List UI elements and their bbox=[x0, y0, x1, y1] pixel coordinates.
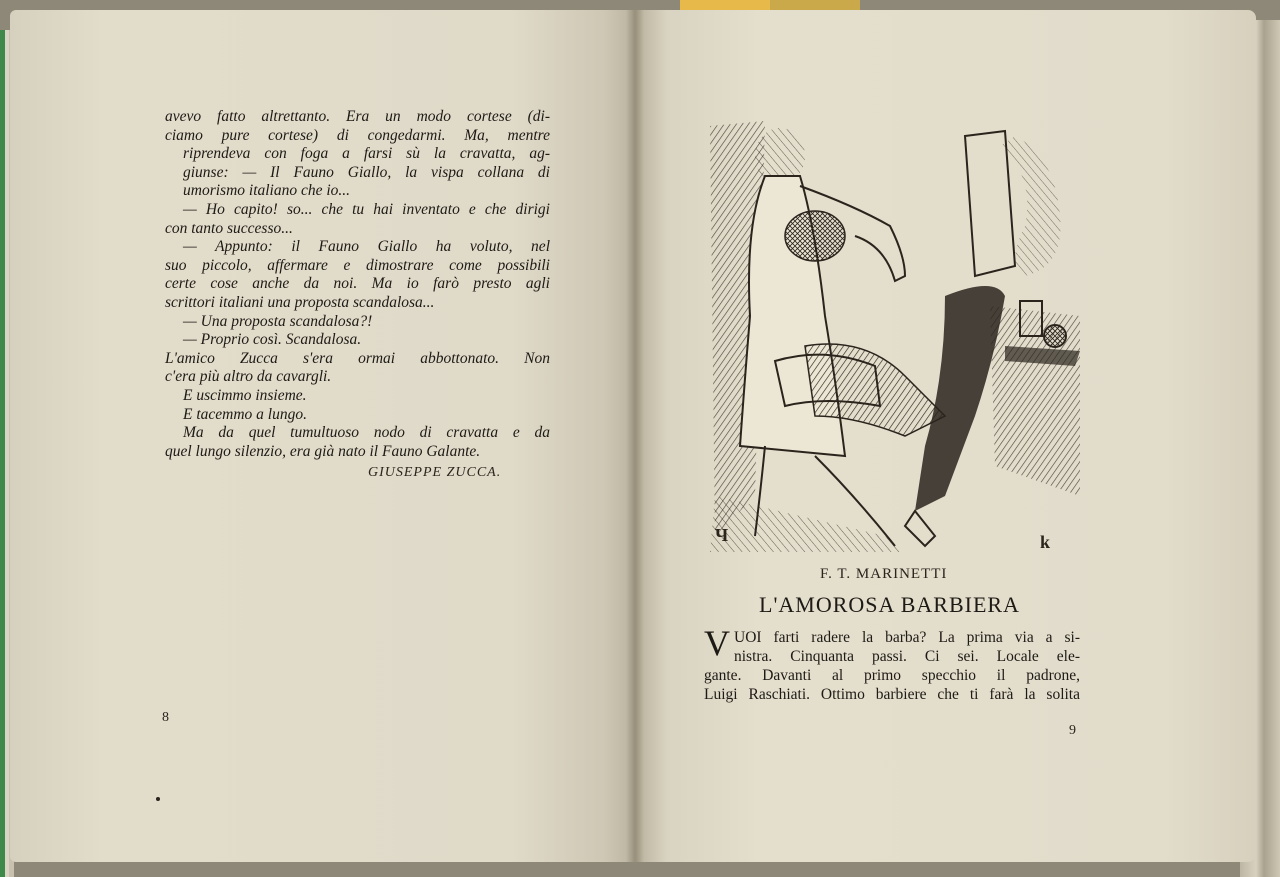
book-gutter bbox=[626, 10, 644, 862]
right-page-text bbox=[704, 623, 1080, 704]
chapter-author: F. T. MARINETTI bbox=[820, 566, 948, 582]
text-line: gante. Davanti al primo specchio il padrone, bbox=[704, 667, 1080, 684]
svg-text:k: k bbox=[1040, 532, 1051, 552]
text-line: avevo fatto altrettanto. Era un modo cortese (di- bbox=[165, 108, 550, 125]
text-line-rest: farti radere la barba? La prima via a si- bbox=[761, 629, 1080, 646]
text-line: E uscimmo insieme. bbox=[183, 386, 307, 404]
svg-text:Ч: Ч bbox=[715, 525, 729, 545]
text-line: c'era più altro da cavargli. bbox=[165, 368, 332, 386]
bookmark-ribbon-shadow bbox=[770, 0, 860, 10]
text-line: giunse: — Il Fauno Giallo, la vispa collana di bbox=[183, 163, 550, 181]
text-line: suo piccolo, affermare e dimostrare come possibili bbox=[165, 256, 550, 274]
author-signature: GIUSEPPE ZUCCA. bbox=[368, 465, 502, 480]
text-line: riprendeva con foga a farsi sù la cravatta, ag- bbox=[183, 145, 550, 163]
text-line: ciamo pure cortese) di congedarmi. Ma, mentre bbox=[165, 126, 550, 144]
chapter-title: L'AMOROSA BARBIERA bbox=[759, 592, 1020, 617]
text-line: quel lungo silenzio, era già nato il Fauno Galante. bbox=[165, 442, 481, 460]
text-line: — Proprio così. Scandalosa. bbox=[183, 331, 362, 349]
page-number-left: 8 bbox=[162, 710, 169, 725]
text-line: — Una proposta scandalosa?! bbox=[183, 312, 373, 330]
page-number-right: 9 bbox=[1069, 723, 1076, 738]
barber-illustration bbox=[705, 116, 1085, 552]
left-page-text bbox=[165, 108, 550, 461]
text-line: certe cose anche da noi. Ma io farò presto agli bbox=[165, 275, 550, 293]
text-line bbox=[704, 628, 1080, 647]
first-word-smallcaps: UOI bbox=[734, 629, 762, 646]
text-line: scrittori italiani una proposta scandalosa... bbox=[165, 293, 435, 311]
text-line: nistra. Cinquanta passi. Ci sei. Locale ele- bbox=[734, 648, 1080, 665]
text-line: umorismo italiano che io... bbox=[183, 182, 351, 200]
text-line: — Appunto: il Fauno Giallo ha voluto, nel bbox=[183, 238, 550, 256]
text-line: E tacemmo a lungo. bbox=[183, 405, 307, 423]
ink-dot bbox=[156, 797, 160, 801]
text-line: L'amico Zucca s'era ormai abbottonato. Non bbox=[165, 349, 550, 367]
drop-cap: V bbox=[704, 623, 730, 663]
text-line: — Ho capito! so... che tu hai inventato e che dirigi bbox=[183, 200, 550, 218]
text-line: Luigi Raschiati. Ottimo barbiere che ti farà la solita bbox=[704, 686, 1080, 703]
text-line: con tanto successo... bbox=[165, 219, 293, 237]
text-line: Ma da quel tumultuoso nodo di cravatta e da bbox=[183, 424, 550, 442]
